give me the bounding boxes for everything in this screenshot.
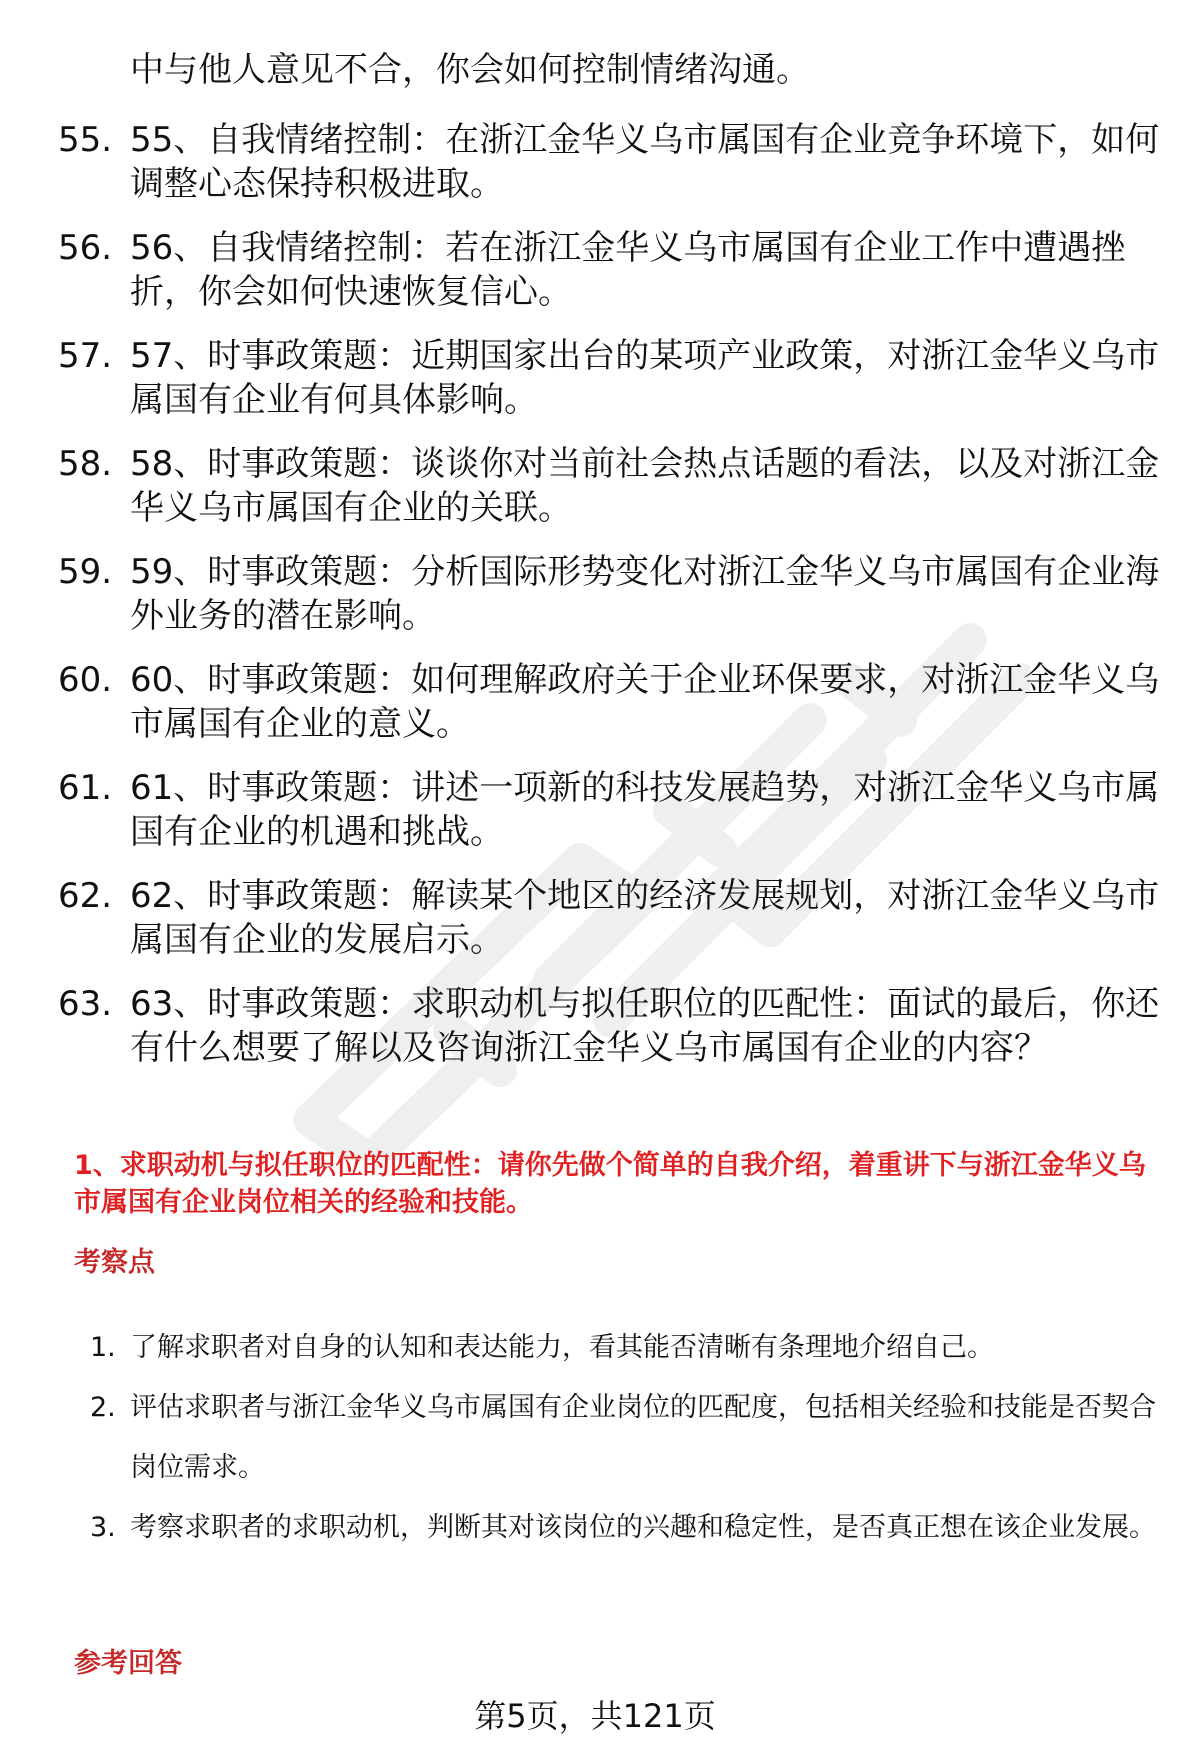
question-item — [0, 334, 1190, 442]
question-text: 63、时事政策题：求职动机与拟任职位的匹配性：面试的最后，你还有什么想要了解以及咨询浙江金华义乌市属国有企业的内容？ — [130, 984, 1160, 1068]
examine-points-label: 考察点 — [74, 1247, 155, 1278]
question-number: 61. — [58, 768, 113, 808]
question-number: 59. — [58, 552, 113, 592]
question-text: 55、自我情绪控制：在浙江金华义乌市属国有企业竞争环境下，如何调整心态保持积极进取。 — [130, 120, 1160, 204]
examine-point-item — [0, 1318, 1190, 1378]
point-number: 1. — [90, 1332, 116, 1363]
question-item — [0, 874, 1190, 982]
continuation-text: 中与他人意见不合，你会如何控制情绪沟通。 — [130, 50, 810, 90]
question-number: 58. — [58, 444, 113, 484]
question-text: 61、时事政策题：讲述一项新的科技发展趋势，对浙江金华义乌市属国有企业的机遇和挑战。 — [130, 768, 1160, 852]
question-item — [0, 226, 1190, 334]
question-text: 62、时事政策题：解读某个地区的经济发展规划，对浙江金华义乌市属国有企业的发展启示。 — [130, 876, 1160, 960]
section-heading: 1、求职动机与拟任职位的匹配性：请你先做个简单的自我介绍，着重讲下与浙江金华义乌市属国有企业岗位相关的经验和技能。 — [74, 1150, 1146, 1218]
question-list — [0, 118, 1190, 1132]
examine-point-item — [0, 1498, 1190, 1618]
examine-points-list — [0, 1318, 1190, 1618]
point-text: 考察求职者的求职动机，判断其对该岗位的兴趣和稳定性，是否真正想在该企业发展。 — [130, 1512, 1156, 1543]
point-text: 了解求职者对自身的认知和表达能力，看其能否清晰有条理地介绍自己。 — [130, 1332, 994, 1363]
question-number: 63. — [58, 984, 113, 1024]
question-text: 58、时事政策题：谈谈你对当前社会热点话题的看法，以及对浙江金华义乌市属国有企业的关联。 — [130, 444, 1160, 528]
question-number: 62. — [58, 876, 113, 916]
question-item — [0, 658, 1190, 766]
point-number: 3. — [90, 1512, 116, 1543]
question-text: 60、时事政策题：如何理解政府关于企业环保要求，对浙江金华义乌市属国有企业的意义。 — [130, 660, 1160, 744]
question-text: 56、自我情绪控制：若在浙江金华义乌市属国有企业工作中遭遇挫折，你会如何快速恢复信心。 — [130, 228, 1126, 312]
question-text: 57、时事政策题：近期国家出台的某项产业政策，对浙江金华义乌市属国有企业有何具体影响。 — [130, 336, 1160, 420]
question-item — [0, 766, 1190, 874]
question-number: 56. — [58, 228, 113, 268]
point-text: 评估求职者与浙江金华义乌市属国有企业岗位的匹配度，包括相关经验和技能是否契合岗位需求。 — [130, 1392, 1156, 1483]
page-footer: 第5页，共121页 — [474, 1697, 716, 1735]
reference-answer-label: 参考回答 — [74, 1648, 182, 1679]
question-item — [0, 982, 1190, 1132]
question-number: 57. — [58, 336, 113, 376]
examine-point-item — [0, 1378, 1190, 1498]
question-item — [0, 442, 1190, 550]
point-number: 2. — [90, 1392, 116, 1423]
question-item — [0, 118, 1190, 226]
question-item — [0, 550, 1190, 658]
question-number: 55. — [58, 120, 113, 160]
question-text: 59、时事政策题：分析国际形势变化对浙江金华义乌市属国有企业海外业务的潜在影响。 — [130, 552, 1160, 636]
question-number: 60. — [58, 660, 113, 700]
